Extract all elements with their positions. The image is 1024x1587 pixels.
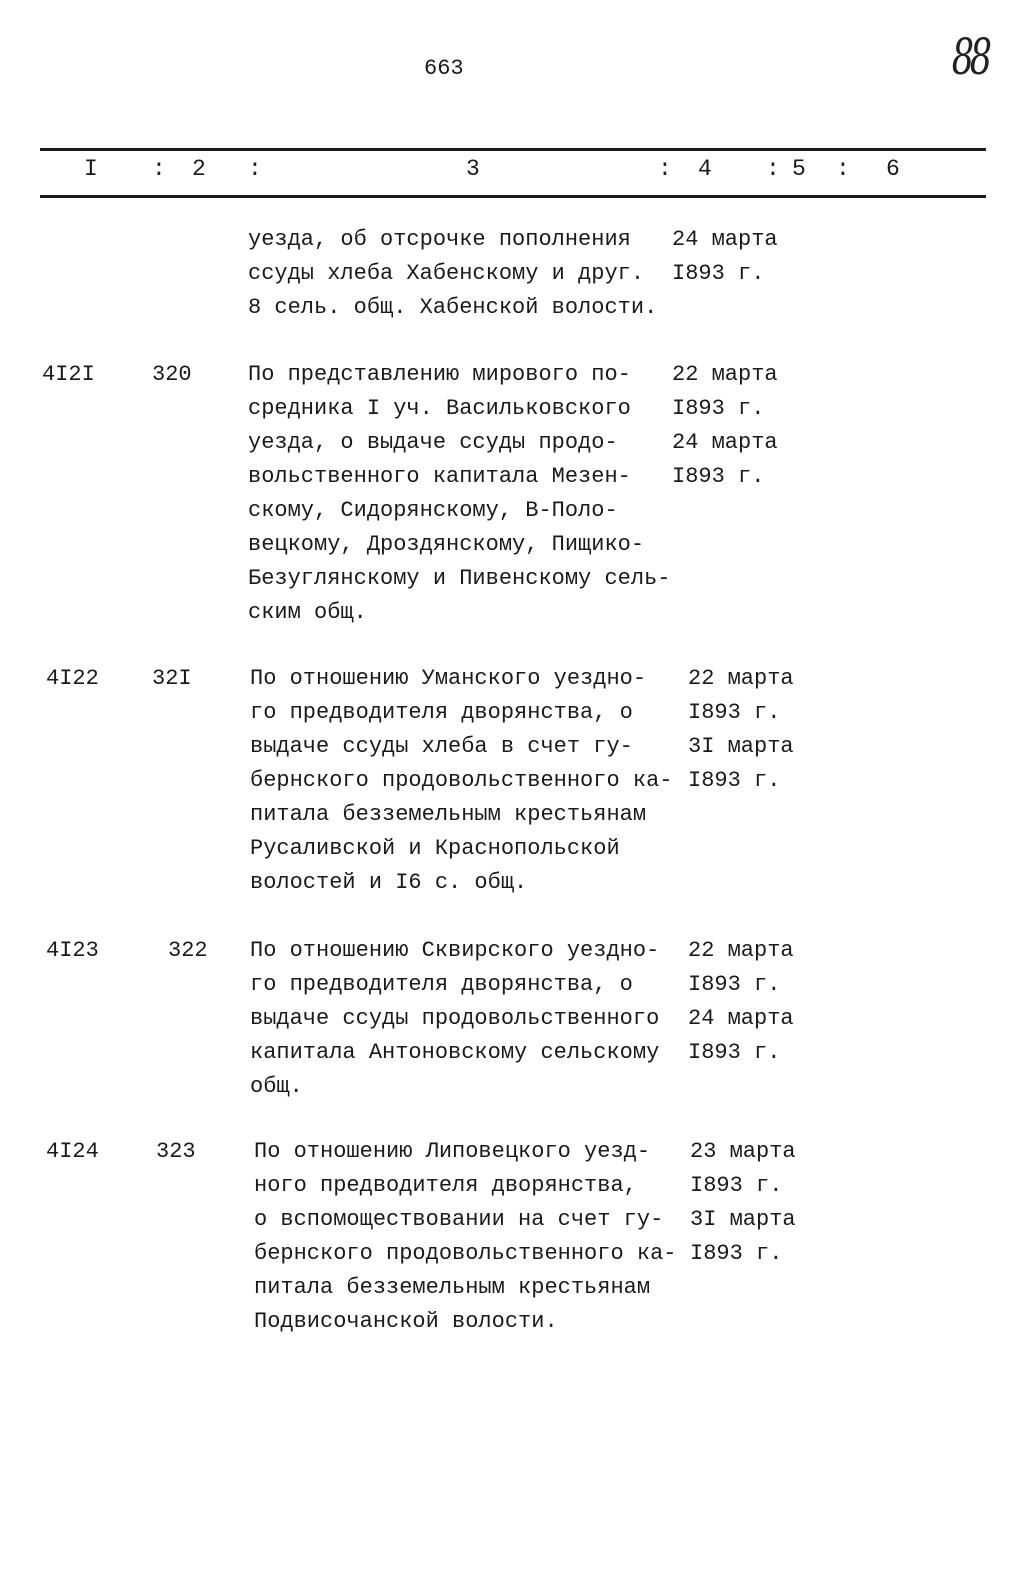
entry-number: 4I2I	[42, 362, 95, 387]
col-separator: :	[658, 156, 672, 182]
date-line: 3I марта	[690, 1207, 796, 1232]
description-line: Безуглянскому и Пивенскому сель-	[248, 566, 671, 591]
description-line: уезда, о выдаче ссуды продо-	[248, 430, 618, 455]
description-line: бернского продовольственного ка-	[254, 1241, 677, 1266]
date-line: 24 марта	[672, 227, 778, 252]
description-line: По отношению Уманского уездно-	[250, 666, 647, 691]
header-top-rule	[40, 148, 986, 151]
description-line: выдаче ссуды хлеба в счет гу-	[250, 734, 633, 759]
entry-dates	[672, 358, 778, 494]
description-line: вецкому, Дроздянскому, Пищико-	[248, 532, 645, 557]
description-line: бернского продовольственного ка-	[250, 768, 673, 793]
date-line: I893 г.	[690, 1241, 783, 1266]
date-line: I893 г.	[672, 261, 765, 286]
date-line: I893 г.	[688, 1040, 781, 1065]
date-line: 3I марта	[688, 734, 794, 759]
description-line: Русаливской и Краснопольской	[250, 836, 620, 861]
description-line: Подвисочанской волости.	[254, 1309, 558, 1334]
table-header	[40, 156, 986, 186]
col-header-4: 4	[698, 156, 712, 182]
col-header-5: 5	[792, 156, 806, 182]
description-line: го предводителя дворянства, о	[250, 700, 633, 725]
entry-description	[248, 358, 670, 630]
handwritten-folio-number: 88	[951, 28, 988, 86]
date-line: I893 г.	[672, 396, 765, 421]
entry-number: 4I22	[46, 666, 99, 691]
entry-dates	[688, 934, 794, 1070]
entry-subnumber: 322	[168, 938, 208, 963]
entry-subnumber: 320	[152, 362, 192, 387]
description-line: ским общ.	[248, 600, 367, 625]
description-line: средника I уч. Васильковского	[248, 396, 631, 421]
description-line: ссуды хлеба Хабенскому и друг.	[248, 261, 645, 286]
col-header-6: 6	[886, 156, 900, 182]
description-line: го предводителя дворянства, о	[250, 972, 633, 997]
entry-subnumber: 323	[156, 1139, 196, 1164]
description-line: волостей и I6 с. общ.	[250, 870, 528, 895]
date-line: I893 г.	[688, 700, 781, 725]
entry-dates	[672, 223, 778, 291]
date-line: I893 г.	[672, 464, 765, 489]
description-line: общ.	[250, 1074, 303, 1099]
date-line: 22 марта	[672, 362, 778, 387]
description-line: о вспомоществовании на счет гу-	[254, 1207, 664, 1232]
description-line: 8 сель. общ. Хабенской волости.	[248, 295, 658, 320]
date-line: I893 г.	[688, 768, 781, 793]
date-line: 22 марта	[688, 938, 794, 963]
entry-dates	[690, 1135, 796, 1271]
description-line: По отношению Липовецкого уезд-	[254, 1139, 651, 1164]
date-line: 22 марта	[688, 666, 794, 691]
entry-description	[250, 662, 672, 900]
description-line: уезда, об отсрочке пополнения	[248, 227, 631, 252]
date-line: I893 г.	[688, 972, 781, 997]
entry-description	[248, 223, 657, 325]
entry-description	[250, 934, 659, 1104]
col-separator: :	[836, 156, 850, 182]
date-line: I893 г.	[690, 1173, 783, 1198]
page-number: 663	[424, 56, 464, 81]
entry-description	[254, 1135, 676, 1339]
date-line: 24 марта	[688, 1006, 794, 1031]
col-header-3: 3	[466, 156, 480, 182]
description-line: ного предводителя дворянства,	[254, 1173, 637, 1198]
description-line: питала безземельным крестьянам	[250, 802, 647, 827]
description-line: выдаче ссуды продовольственного	[250, 1006, 660, 1031]
description-line: По представлению мирового по-	[248, 362, 631, 387]
entry-dates	[688, 662, 794, 798]
entry-number: 4I23	[46, 938, 99, 963]
description-line: По отношению Сквирского уездно-	[250, 938, 660, 963]
col-header-1: I	[84, 156, 98, 182]
description-line: капитала Антоновскому сельскому	[250, 1040, 660, 1065]
description-line: скому, Сидорянскому, В-Поло-	[248, 498, 618, 523]
header-bottom-rule	[40, 195, 986, 198]
date-line: 24 марта	[672, 430, 778, 455]
col-header-2: 2	[192, 156, 206, 182]
entry-number: 4I24	[46, 1139, 99, 1164]
col-separator: :	[766, 156, 780, 182]
description-line: питала безземельным крестьянам	[254, 1275, 651, 1300]
col-separator: :	[152, 156, 166, 182]
col-separator: :	[248, 156, 262, 182]
description-line: вольственного капитала Мезен-	[248, 464, 631, 489]
entry-subnumber: 32I	[152, 666, 192, 691]
date-line: 23 марта	[690, 1139, 796, 1164]
